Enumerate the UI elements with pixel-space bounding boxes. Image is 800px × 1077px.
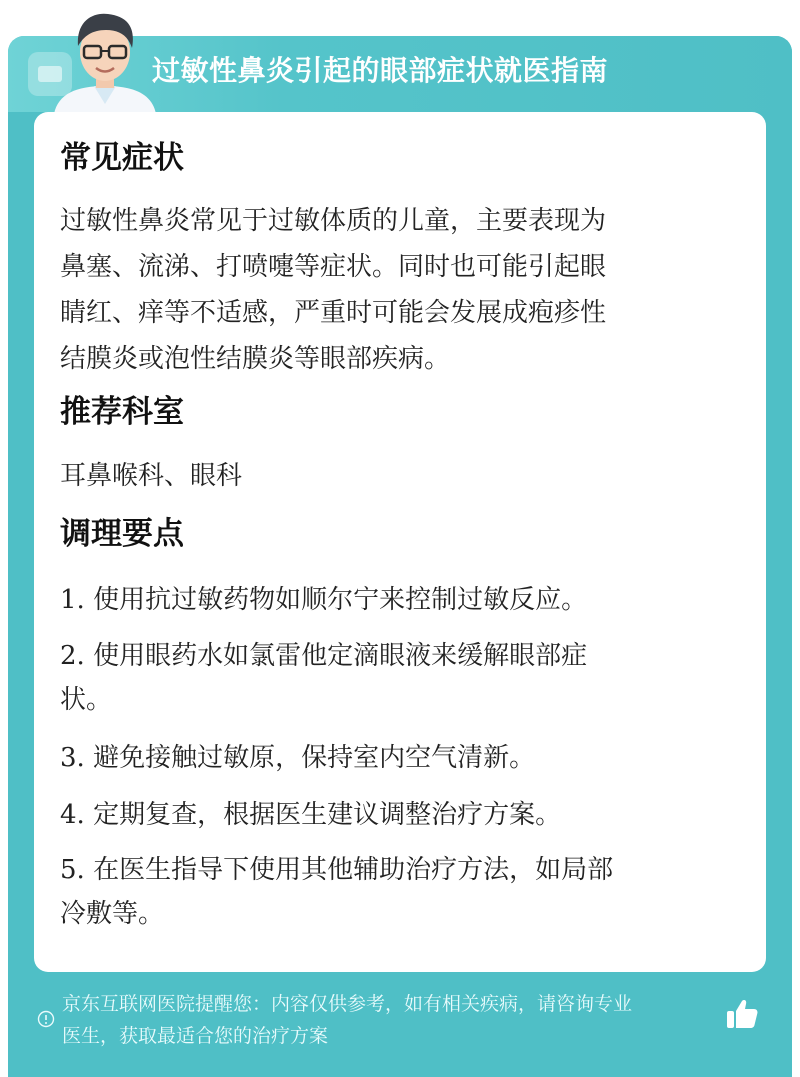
care-item-continuation: 冷敷等。 (60, 899, 165, 929)
symptoms-line: 鼻塞、流涕、打喷嚏等症状。同时也可能引起眼 (60, 252, 607, 282)
care-item-text: 使用眼药水如氯雷他定滴眼液来缓解眼部症 (93, 641, 588, 671)
care-item-text: 在医生指导下使用其他辅助治疗方法，如局部 (93, 855, 614, 885)
care-heading: 调理要点 (60, 516, 184, 552)
disclaimer-line: 京东互联网医院提醒您：内容仅供参考，如有相关疾病，请咨询专业 (62, 993, 633, 1015)
care-item-number: 3. (60, 743, 85, 773)
department-text: 耳鼻喉科、眼科 (60, 461, 243, 491)
care-item (60, 634, 740, 678)
page-title: 过敏性鼻炎引起的眼部症状就医指南 (152, 54, 609, 87)
disclaimer-line: 医生，获取最适合您的治疗方案 (62, 1025, 329, 1047)
info-icon (37, 1010, 55, 1028)
symptoms-line: 睛红、痒等不适感，严重时可能会发展成疱疹性 (60, 298, 607, 328)
care-item-text: 使用抗过敏药物如顺尔宁来控制过敏反应。 (93, 585, 588, 615)
care-item-text: 定期复查，根据医生建议调整治疗方案。 (93, 800, 562, 830)
care-item-number: 5. (60, 855, 85, 885)
disclaimer-note (62, 988, 732, 1052)
thumbs-up-icon[interactable] (724, 996, 760, 1032)
doctor-avatar-icon (50, 6, 160, 114)
care-item (60, 793, 740, 837)
care-item (60, 578, 740, 622)
care-item-continuation: 状。 (60, 685, 113, 715)
symptoms-line: 结膜炎或泡性结膜炎等眼部疾病。 (60, 344, 451, 374)
care-item-text: 避免接触过敏原，保持室内空气清新。 (93, 743, 536, 773)
care-item-number: 1. (60, 585, 85, 615)
symptoms-line: 过敏性鼻炎常见于过敏体质的儿童，主要表现为 (60, 206, 607, 236)
care-item-number: 4. (60, 800, 85, 830)
care-item (60, 736, 740, 780)
care-item (60, 848, 740, 892)
department-heading: 推荐科室 (60, 394, 184, 430)
symptoms-heading: 常见症状 (60, 140, 184, 176)
care-item-number: 2. (60, 641, 85, 671)
